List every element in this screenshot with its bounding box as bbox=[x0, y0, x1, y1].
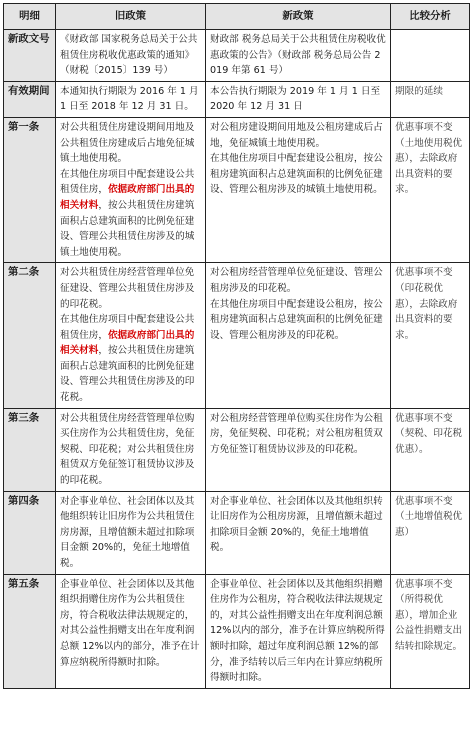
new-policy-cell bbox=[206, 30, 391, 82]
new-policy-cell bbox=[206, 574, 391, 688]
row-label: 第五条 bbox=[4, 574, 56, 688]
policy-text: 在其他住房项目中配套建设公共租赁住房， bbox=[60, 168, 195, 196]
old-policy-cell bbox=[56, 263, 206, 408]
table-row bbox=[4, 117, 470, 262]
analysis-cell bbox=[391, 30, 470, 82]
policy-text: 对公租房经营管理单位免征建设、管理公租房涉及的印花税。 bbox=[210, 267, 383, 294]
policy-text: 本公告执行期限为 2019 年 1 月 1 日至 2020 年 12 月 31 日 bbox=[210, 85, 381, 113]
analysis-cell: 优惠事项不变（印花税优惠），去除政府出具资料的要求。 bbox=[391, 263, 470, 408]
new-policy-paragraph bbox=[210, 265, 386, 296]
analysis-cell: 优惠事项不变（土地增值税优惠） bbox=[391, 491, 470, 574]
old-policy-paragraph bbox=[60, 84, 201, 115]
row-label: 第一条 bbox=[4, 117, 56, 262]
new-policy-paragraph bbox=[210, 494, 386, 556]
policy-text: ，按公共租赁住房建筑面积占总建筑面积的比例免征建设、管理公共租赁住房涉及的印花税。 bbox=[60, 345, 195, 404]
old-policy-paragraph bbox=[60, 494, 201, 572]
new-policy-paragraph bbox=[210, 32, 386, 79]
new-policy-cell bbox=[206, 81, 391, 117]
new-policy-cell bbox=[206, 491, 391, 574]
highlighted-requirement-text: 依据政府部门出具的相关材料 bbox=[60, 184, 195, 211]
new-policy-paragraph bbox=[210, 151, 386, 198]
new-policy-paragraph bbox=[210, 84, 386, 115]
policy-comparison-table bbox=[3, 3, 470, 689]
old-policy-paragraph bbox=[60, 312, 201, 406]
new-policy-paragraph bbox=[210, 577, 386, 686]
policy-text: 在其他住房项目中配套建设公租房，按公租房建筑面积占总建筑面积的比例免征建设、管理公租房涉及的印花税。 bbox=[210, 298, 383, 341]
old-policy-paragraph bbox=[60, 577, 201, 671]
policy-text: 在其他住房项目中配套建设公租房，按公租房建筑面积占总建筑面积的比例免征建设、管理公租房涉及的城镇土地使用税。 bbox=[210, 153, 383, 196]
policy-text: 对公共租赁住房建设期间用地及公共租赁住房建成后占地免征城镇土地使用税。 bbox=[60, 121, 195, 165]
old-policy-cell bbox=[56, 117, 206, 262]
policy-text: 企事业单位、社会团体以及其他组织捐赠住房作为公租房，符合税收法律法规规定的，对其公益性捐赠支出在年度利润总额 12%以内的部分，准予在计算应纳税所得额时扣除，超过年度利润总额 12%的部分，准予结转以后三年内在计算应纳税所得额时扣除。 bbox=[210, 578, 385, 684]
row-label: 第二条 bbox=[4, 263, 56, 408]
table-header-row bbox=[4, 4, 470, 30]
highlighted-requirement-text: 依据政府部门出具的相关材料 bbox=[60, 329, 195, 357]
header-analysis: 比较分析 bbox=[391, 4, 470, 30]
old-policy-cell bbox=[56, 491, 206, 574]
policy-text: 在其他住房项目中配套建设公共租赁住房， bbox=[60, 314, 195, 341]
policy-text: 《财政部 国家税务总局关于公共租赁住房税收优惠政策的通知》（财税〔2015〕139 号） bbox=[60, 34, 198, 77]
table-row bbox=[4, 574, 470, 688]
row-label: 新政文号 bbox=[4, 30, 56, 82]
policy-text: 对公租房建设期间用地及公租房建成后占地，免征城镇土地使用税。 bbox=[210, 121, 383, 149]
old-policy-cell bbox=[56, 30, 206, 82]
header-old-policy: 旧政策 bbox=[56, 4, 206, 30]
table-row bbox=[4, 408, 470, 491]
policy-text: ，按公共租赁住房建筑面积占总建筑面积的比例免征建设、管理公共租赁住房涉及的城镇土地使用税。 bbox=[60, 199, 195, 258]
policy-text: 对公共租赁住房经营管理单位免征建设、管理公共租赁住房涉及的印花税。 bbox=[60, 267, 195, 310]
new-policy-cell bbox=[206, 408, 391, 491]
old-policy-paragraph bbox=[60, 32, 201, 79]
policy-text: 企事业单位、社会团体以及其他组织捐赠住房作为公共租赁住房，符合税收法律法规规定的，对其公益性捐赠支出在年度利润总额 12%以内的部分，准予在计算应纳税所得额时扣除。 bbox=[60, 578, 200, 668]
policy-text: 对公租房经营管理单位购买住房作为公租房，免征契税、印花税；对公租房租赁双方免征签订租赁协议涉及的印花税。 bbox=[210, 412, 383, 455]
old-policy-cell bbox=[56, 408, 206, 491]
new-policy-paragraph bbox=[210, 297, 386, 344]
row-label: 第四条 bbox=[4, 491, 56, 574]
new-policy-cell bbox=[206, 117, 391, 262]
analysis-cell: 优惠事项不变（土地使用税优惠），去除政府出具资料的要求。 bbox=[391, 117, 470, 262]
old-policy-cell bbox=[56, 574, 206, 688]
new-policy-paragraph bbox=[210, 120, 386, 151]
table-row bbox=[4, 491, 470, 574]
old-policy-paragraph bbox=[60, 265, 201, 312]
header-new-policy: 新政策 bbox=[206, 4, 391, 30]
policy-text: 财政部 税务总局关于公共租赁住房税收优惠政策的公告》（财政部 税务总局公告 2019 年第 61 号） bbox=[210, 34, 386, 77]
new-policy-cell bbox=[206, 263, 391, 408]
policy-text: 对企事业单位、社会团体以及其他组织转让旧房作为公共租赁住房房源，且增值额未超过扣除项目金额 20%的，免征土地增值税。 bbox=[60, 495, 195, 569]
old-policy-paragraph bbox=[60, 411, 201, 489]
header-detail: 明细 bbox=[4, 4, 56, 30]
table-row bbox=[4, 263, 470, 408]
old-policy-cell bbox=[56, 81, 206, 117]
analysis-cell: 优惠事项不变（所得税优惠），增加企业公益性捐赠支出结转扣除规定。 bbox=[391, 574, 470, 688]
new-policy-paragraph bbox=[210, 411, 386, 458]
old-policy-paragraph bbox=[60, 120, 201, 167]
policy-text: 本通知执行期限为 2016 年 1 月 1 日至 2018 年 12 月 31 日。 bbox=[60, 85, 199, 113]
table-row bbox=[4, 30, 470, 82]
row-label: 第三条 bbox=[4, 408, 56, 491]
old-policy-paragraph bbox=[60, 167, 201, 261]
analysis-cell: 期限的延续 bbox=[391, 81, 470, 117]
policy-text: 对企事业单位、社会团体以及其他组织转让旧房作为公租房房源，且增值额未超过扣除项目金额 20%的，免征土地增值税。 bbox=[210, 495, 383, 554]
policy-text: 对公共租赁住房经营管理单位购买住房作为公共租赁住房，免征契税、印花税；对公共租赁住房租赁双方免征签订租赁协议涉及的印花税。 bbox=[60, 412, 195, 487]
row-label: 有效期间 bbox=[4, 81, 56, 117]
analysis-cell: 优惠事项不变（契税、印花税优惠）。 bbox=[391, 408, 470, 491]
table-row bbox=[4, 81, 470, 117]
